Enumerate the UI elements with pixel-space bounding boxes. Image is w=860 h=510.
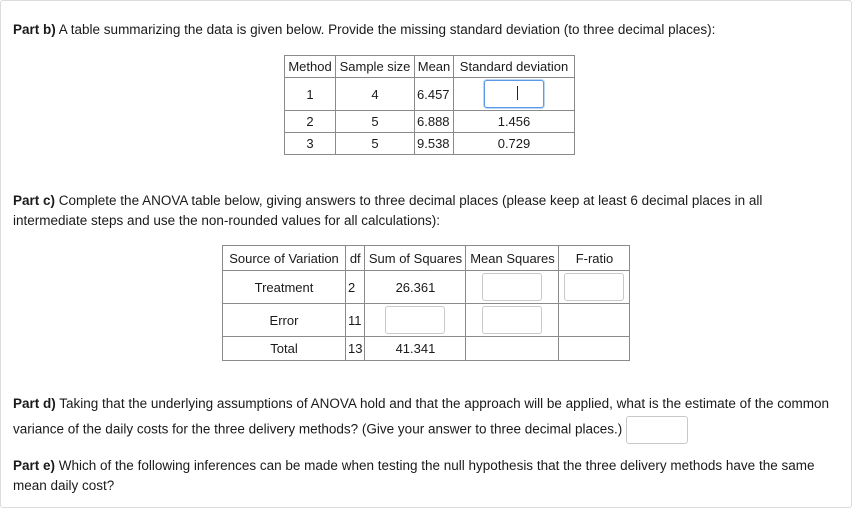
f-cell bbox=[559, 304, 630, 337]
f-cell bbox=[559, 271, 630, 304]
anova-header-row bbox=[223, 246, 630, 271]
sd-cell bbox=[454, 78, 575, 111]
table-row bbox=[223, 304, 630, 337]
table-row bbox=[223, 337, 630, 361]
table-row bbox=[223, 271, 630, 304]
f-cell bbox=[559, 337, 630, 361]
part-e-prompt bbox=[13, 456, 840, 496]
ms-cell bbox=[466, 337, 559, 361]
ss-error-input[interactable] bbox=[385, 306, 445, 334]
part-b-text: A table summarizing the data is given below. Provide the missing standard deviation (to three decimal places): bbox=[55, 22, 716, 37]
summary-header-row bbox=[285, 56, 575, 78]
table-row bbox=[285, 78, 575, 111]
source-cell: Total bbox=[223, 337, 346, 361]
mean-cell: 6.888 bbox=[415, 111, 454, 133]
text-caret bbox=[517, 86, 518, 100]
ss-cell: 26.361 bbox=[365, 271, 466, 304]
header-method: Method bbox=[285, 56, 336, 78]
part-b-label: Part b) bbox=[13, 22, 56, 37]
part-c-label: Part c) bbox=[13, 193, 56, 208]
sample-size-cell: 5 bbox=[336, 111, 415, 133]
header-mean: Mean bbox=[415, 56, 454, 78]
part-d-text: Taking that the underlying assumptions of ANOVA hold and that the approach will be applied, what is the estimate of the common variance of the daily costs for the three delivery methods? (Give your answer to three decimal places.) bbox=[13, 396, 829, 437]
ss-cell bbox=[365, 304, 466, 337]
sd-method1-input[interactable] bbox=[484, 80, 544, 108]
part-d-label: Part d) bbox=[13, 396, 56, 411]
part-e-text: Which of the following inferences can be made when testing the null hypothesis that the three delivery methods have the same mean daily cost? bbox=[13, 458, 815, 493]
common-variance-input[interactable] bbox=[626, 416, 688, 444]
source-cell: Treatment bbox=[223, 271, 346, 304]
header-source-of-variation: Source of Variation bbox=[223, 246, 346, 271]
method-cell: 2 bbox=[285, 111, 336, 133]
mean-cell: 9.538 bbox=[415, 133, 454, 155]
sd-cell: 1.456 bbox=[454, 111, 575, 133]
summary-table bbox=[284, 55, 575, 155]
ms-error-input[interactable] bbox=[482, 306, 542, 334]
method-cell: 3 bbox=[285, 133, 336, 155]
ms-cell bbox=[466, 304, 559, 337]
ss-cell: 41.341 bbox=[365, 337, 466, 361]
header-sum-of-squares: Sum of Squares bbox=[365, 246, 466, 271]
header-df: df bbox=[346, 246, 365, 271]
part-b-prompt bbox=[13, 20, 840, 40]
method-cell: 1 bbox=[285, 78, 336, 111]
part-c-text: Complete the ANOVA table below, giving answers to three decimal places (please keep at least 6 decimal places in all intermediate steps and use the non-rounded values for all calculations): bbox=[13, 193, 763, 228]
source-cell: Error bbox=[223, 304, 346, 337]
part-e-label: Part e) bbox=[13, 458, 56, 473]
anova-table bbox=[222, 245, 630, 361]
header-mean-squares: Mean Squares bbox=[466, 246, 559, 271]
ms-cell bbox=[466, 271, 559, 304]
df-cell: 11 bbox=[346, 304, 365, 337]
df-cell: 2 bbox=[346, 271, 365, 304]
table-row bbox=[285, 133, 575, 155]
part-c-prompt bbox=[13, 191, 840, 231]
sample-size-cell: 4 bbox=[336, 78, 415, 111]
mean-cell: 6.457 bbox=[415, 78, 454, 111]
sample-size-cell: 5 bbox=[336, 133, 415, 155]
df-cell: 13 bbox=[346, 337, 365, 361]
header-standard-deviation: Standard deviation bbox=[454, 56, 575, 78]
f-ratio-input[interactable] bbox=[564, 273, 624, 301]
table-row bbox=[285, 111, 575, 133]
sd-cell: 0.729 bbox=[454, 133, 575, 155]
header-f-ratio: F-ratio bbox=[559, 246, 630, 271]
header-sample-size: Sample size bbox=[336, 56, 415, 78]
part-d-prompt bbox=[13, 392, 840, 444]
ms-treatment-input[interactable] bbox=[482, 273, 542, 301]
